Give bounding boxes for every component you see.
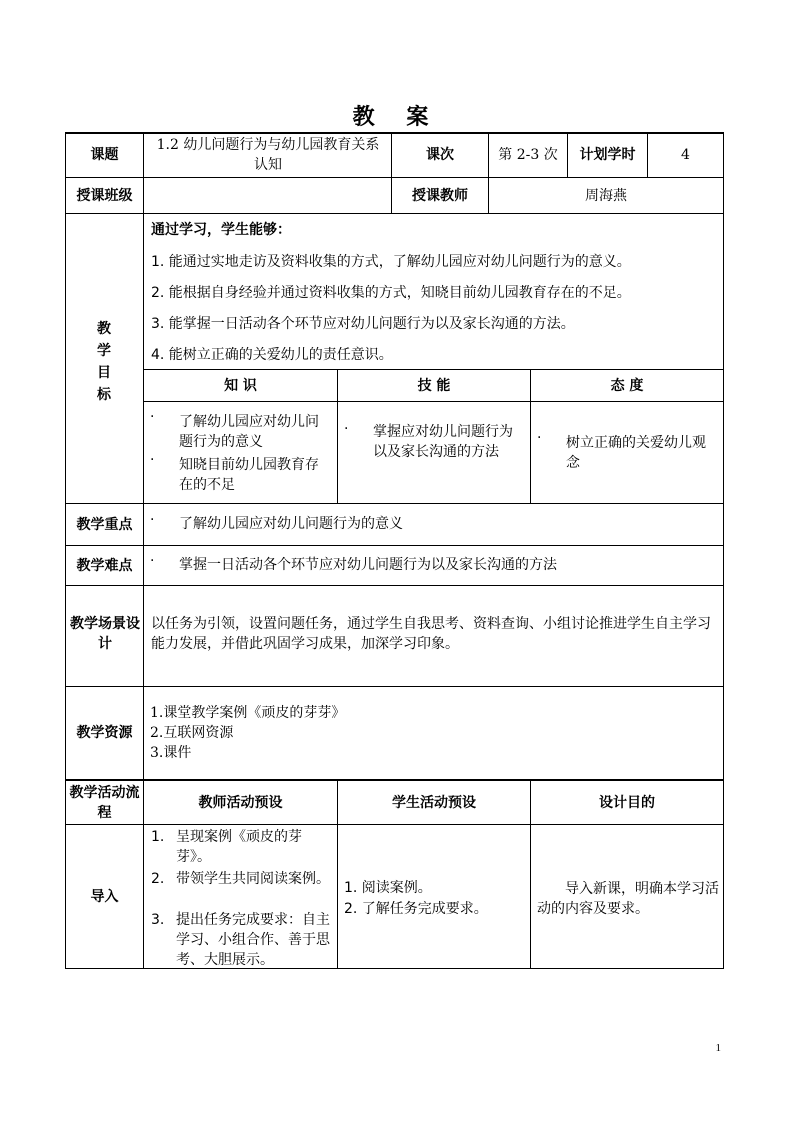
objectives-label: 教学目标 xyxy=(97,321,111,403)
bullet-icon: · xyxy=(150,553,155,569)
objective-item: 1. 能通过实地走访及资料收集的方式，了解幼儿园应对幼儿问题行为的意义。 xyxy=(151,254,631,270)
document-title: 教 案 xyxy=(352,105,441,130)
teacher-label: 授课教师 xyxy=(412,187,468,204)
teacher-item: 带领学生共同阅读案例。 xyxy=(176,871,330,887)
teacher-item-number: 3. xyxy=(151,912,165,928)
hours-value: 4 xyxy=(681,147,690,163)
teacher-item-number: 1. xyxy=(151,829,165,845)
objective-item: 4. 能树立正确的关爱幼儿的责任意识。 xyxy=(151,347,393,363)
intro-label: 导入 xyxy=(90,888,119,905)
skill-item: 掌握应对幼儿问题行为以及家长沟通的方法 xyxy=(373,424,513,460)
purpose-value: 导入新课，明确本学习活动的内容及要求。 xyxy=(537,881,719,917)
col-skill-header: 技 能 xyxy=(417,377,451,394)
difficulty-label: 教学难点 xyxy=(76,557,133,574)
resource-item: 3.课件 xyxy=(150,745,192,761)
bullet-icon: · xyxy=(150,512,155,528)
scenario-label: 教学场景设计 xyxy=(70,616,140,652)
bullet-icon: · xyxy=(150,452,155,468)
focus-label: 教学重点 xyxy=(76,516,133,533)
lesson-label: 课次 xyxy=(426,147,454,163)
teacher-item-number: 2. xyxy=(151,871,165,887)
teacher-item: 呈现案例《顽皮的芽芽》。 xyxy=(176,829,302,865)
flow-label: 教学活动流程 xyxy=(69,784,140,821)
focus-value: 了解幼儿园应对幼儿问题行为的意义 xyxy=(179,516,403,532)
teacher-value: 周海燕 xyxy=(585,187,627,204)
hours-label: 计划学时 xyxy=(579,147,636,163)
student-item: 1. 阅读案例。 xyxy=(344,880,432,896)
scenario-value: 以任务为引领，设置问题任务，通过学生自我思考、资料查询、小组讨论推进学生自主学习能力发展，并借此巩固学习成果，加深学习印象。 xyxy=(151,616,711,652)
lesson-value: 第 2-3 次 xyxy=(498,147,558,163)
page-number: 1 xyxy=(715,1042,721,1054)
resources-label: 教学资源 xyxy=(76,725,133,741)
resource-item: 2.互联网资源 xyxy=(150,725,234,741)
attitude-item: 树立正确的关爱幼儿观念 xyxy=(566,435,706,471)
purpose-header: 设计目的 xyxy=(599,794,655,811)
class-label: 授课班级 xyxy=(76,187,133,204)
difficulty-value: 掌握一日活动各个环节应对幼儿问题行为以及家长沟通的方法 xyxy=(179,557,557,573)
objectives-intro: 通过学习，学生能够： xyxy=(151,222,291,238)
knowledge-item: 知晓目前幼儿园教育存在的不足 xyxy=(179,457,319,493)
objective-item: 3. 能掌握一日活动各个环节应对幼儿问题行为以及家长沟通的方法。 xyxy=(151,316,575,332)
student-item: 2. 了解任务完成要求。 xyxy=(344,901,488,917)
knowledge-item: 了解幼儿园应对幼儿问题行为的意义 xyxy=(179,414,319,450)
class-value xyxy=(144,178,391,213)
col-knowledge-header: 知 识 xyxy=(224,377,257,394)
student-activity-header: 学生活动预设 xyxy=(392,794,476,811)
topic-value: 1.2 幼儿问题行为与幼儿园教育关系认知 xyxy=(156,137,380,173)
resource-item: 1.课堂教学案例《顽皮的芽芽》 xyxy=(150,705,346,721)
objective-item: 2. 能根据自身经验并通过资料收集的方式，知晓目前幼儿园教育存在的不足。 xyxy=(151,285,631,301)
bullet-icon: · xyxy=(537,430,542,446)
bullet-icon: · xyxy=(344,421,349,437)
bullet-icon: · xyxy=(150,409,155,425)
col-attitude-header: 态 度 xyxy=(610,377,644,394)
teacher-item: 提出任务完成要求：自主学习、小组合作、善于思考、大胆展示。 xyxy=(176,912,330,968)
topic-label: 课题 xyxy=(90,147,119,163)
teacher-activity-header: 教师活动预设 xyxy=(198,794,283,811)
